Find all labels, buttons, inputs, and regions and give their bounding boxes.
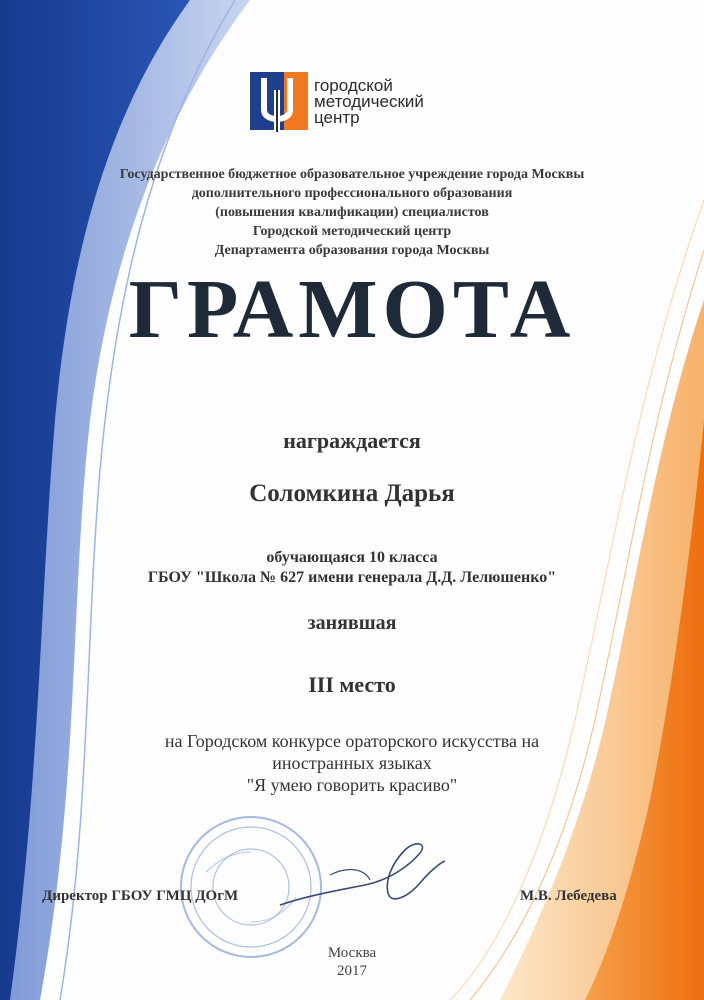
- contest-line-3: "Я умею говорить красиво": [246, 775, 458, 795]
- recipient-name: Соломкина Дарья: [249, 480, 455, 507]
- organization-line-5: Департамента образования города Москвы: [214, 243, 490, 258]
- logo-line-3: центр: [314, 108, 360, 127]
- organization-line-3: (повышения квалификации) специалистов: [215, 205, 489, 220]
- director-name: М.В. Лебедева: [520, 888, 617, 904]
- director-title: Директор ГБОУ ГМЦ ДОгМ: [42, 888, 239, 904]
- contest-line-1: на Городском конкурсе ораторского искусства на: [164, 731, 540, 751]
- organization-line-4: Городской методический центр: [252, 224, 452, 239]
- logo-line-1: городской: [314, 76, 393, 95]
- contest-line-2: иностранных языках: [272, 753, 432, 773]
- signature-mark: [270, 835, 450, 925]
- logo-text: [314, 78, 424, 126]
- student-info: [0, 548, 704, 588]
- logo-mark-icon: [250, 70, 308, 132]
- awarded-label: награждается: [283, 428, 421, 453]
- place-label: III место: [308, 672, 396, 697]
- certificate-title: ГРАМОТА: [128, 263, 576, 356]
- organization-line-2: дополнительного профессионального образования: [191, 186, 513, 201]
- organization-line-1: Государственное бюджетное образовательное учреждение города Москвы: [119, 167, 585, 182]
- organization-block: [0, 165, 704, 260]
- footer-block: [0, 944, 704, 980]
- took-label: занявшая: [307, 612, 397, 634]
- student-school: ГБОУ "Школа № 627 имени генерала Д.Д. Лелюшенко": [147, 569, 557, 586]
- footer-year: 2017: [337, 963, 367, 979]
- student-grade: обучающаяся 10 класса: [266, 549, 438, 566]
- logo-line-2: методический: [314, 92, 424, 111]
- footer-city: Москва: [327, 945, 377, 961]
- contest-block: [0, 730, 704, 796]
- gmc-logo: [250, 70, 480, 138]
